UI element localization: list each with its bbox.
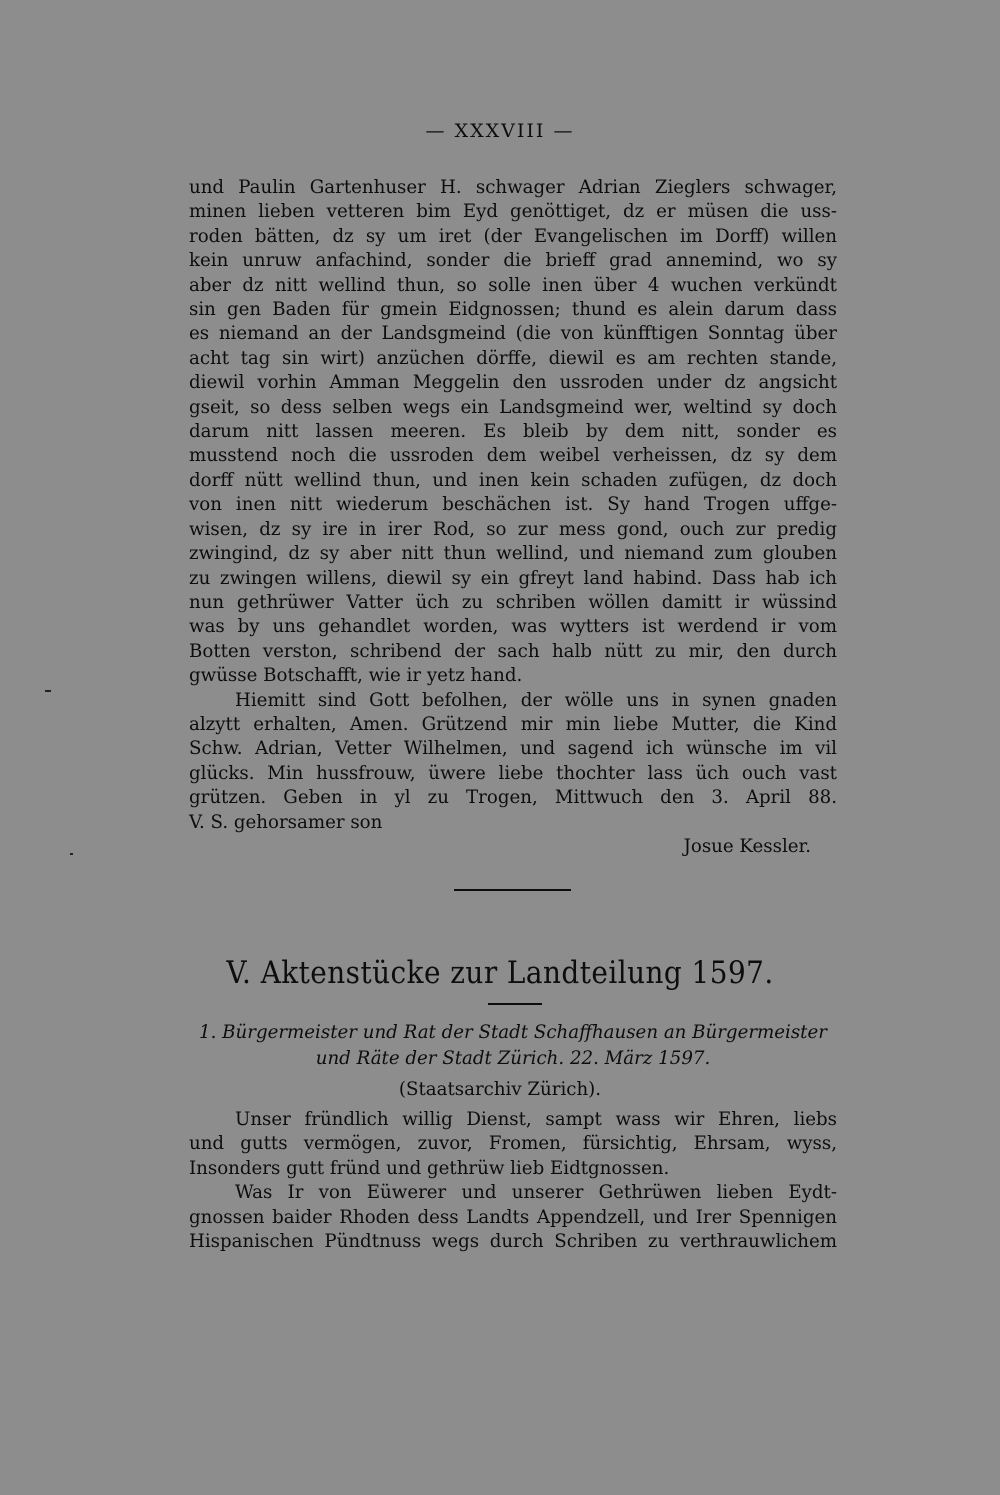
- text-line: Was Ir von Eüwerer und unserer Gethrüwen lieben Eydt-: [235, 1182, 837, 1204]
- text-line: zu zwingen willens, diewil sy ein gfreyt land habind. Dass hab ich: [189, 567, 837, 589]
- text-line: musstend noch die ussroden dem weibel verheissen, dz sy dem: [189, 445, 837, 467]
- subheading-line: und Räte der Stadt Zürich. 22. März 1597.: [315, 1048, 711, 1069]
- text-line: und gutts vermögen, zuvor, Fromen, fürsichtig, Ehrsam, wyss,: [189, 1133, 837, 1155]
- text-line: acht tag sin wirt) anzüchen dörffe, diewil es am rechten stande,: [189, 347, 837, 369]
- text-line: von inen nitt wiederum beschächen ist. Sy hand Trogen uffge-: [189, 494, 837, 516]
- text-line: wisen, dz sy ire in irer Rod, so zur mess gond, ouch zur predig: [189, 518, 837, 540]
- text-line: diewil vorhin Amman Meggelin den ussroden under dz angsicht: [189, 372, 837, 394]
- divider-rule: [454, 889, 571, 891]
- text-line: glücks. Min hussfrouw, üwere liebe thochter lass üch ouch vast: [189, 762, 837, 784]
- text-line: was by uns gehandlet worden, was wytters ist werdend ir vom: [189, 616, 837, 638]
- text-line: kein unruw anfachind, sonder die brieff grad annemind, wo sy: [189, 250, 837, 272]
- signature: Josue Kessler.: [683, 835, 811, 857]
- page-number-header: — XXXVIII —: [425, 120, 575, 142]
- subheading-line: 1. Bürgermeister und Rat der Stadt Schaffhausen an Bürgermeister: [199, 1022, 827, 1043]
- text-line: aber dz nitt wellind thun, so solle inen über 4 wuchen verkündt: [189, 274, 837, 296]
- letter-body: [189, 176, 837, 859]
- text-line: darum nitt lassen meeren. Es bleib by dem nitt, sonder es: [189, 421, 837, 443]
- text-line: Hiemitt sind Gott befolhen, der wölle uns in synen gnaden: [235, 689, 837, 711]
- section-title: V. Aktenstücke zur Landteilung 1597.: [226, 955, 774, 991]
- text-line: es niemand an der Landsgmeind (die von künfftigen Sonntag über: [189, 323, 837, 345]
- text-line: und Paulin Gartenhuser H. schwager Adrian Zieglers schwager,: [189, 177, 837, 198]
- text-line: Insonders gutt fründ und gethrüw lieb Eidtgnossen.: [189, 1157, 670, 1179]
- text-line: Hispanischen Pündtnuss wegs durch Schriben zu verthrauwlichem: [189, 1231, 837, 1253]
- text-line: nun gethrüwer Vatter üch zu schriben wöllen damitt ir wüssind: [189, 591, 837, 613]
- text-line: gnossen baider Rhoden dess Landts Appendzell, und Irer Spennigen: [189, 1206, 837, 1228]
- text-line: V. S. gehorsamer son: [189, 811, 383, 833]
- source-note: (Staatsarchiv Zürich).: [398, 1079, 602, 1100]
- text-line: Unser fründlich willig Dienst, sampt wass wir Ehren, liebs: [235, 1109, 837, 1130]
- title-rule: [488, 1003, 542, 1005]
- text-line: Schw. Adrian, Vetter Wilhelmen, und sagend ich wünsche im vil: [189, 738, 837, 760]
- text-line: dorff nütt wellind thun, und inen kein schaden zufügen, dz doch: [189, 469, 837, 491]
- text-line: gwüsse Botschafft, wie ir yetz hand.: [189, 665, 523, 687]
- text-line: alzytt erhalten, Amen. Grützend mir min liebe Mutter, die Kind: [189, 713, 837, 735]
- text-line: Botten verston, schribend der sach halb nütt zu mir, den durch: [189, 640, 837, 662]
- text-line: minen lieben vetteren bim Eyd genöttiget, dz er müsen die uss-: [189, 201, 837, 223]
- text-line: sin gen Baden für gmein Eidgnossen; thund es alein darum dass: [189, 299, 837, 321]
- text-line: roden bätten, dz sy um iret (der Evangelischen im Dorff) willen: [189, 225, 837, 247]
- scan-speck: [70, 853, 73, 855]
- document-body: [189, 1108, 837, 1254]
- text-line: zwingind, dz sy aber nitt thun wellind, und niemand zum glouben: [189, 543, 837, 565]
- text-line: grützen. Geben in yl zu Trogen, Mittwuch den 3. April 88.: [189, 787, 837, 809]
- scan-speck: [45, 690, 51, 692]
- text-line: gseit, so dess selben wegs ein Landsgmeind wer, weltind sy doch: [189, 396, 837, 418]
- document-subheading: [189, 1020, 837, 1072]
